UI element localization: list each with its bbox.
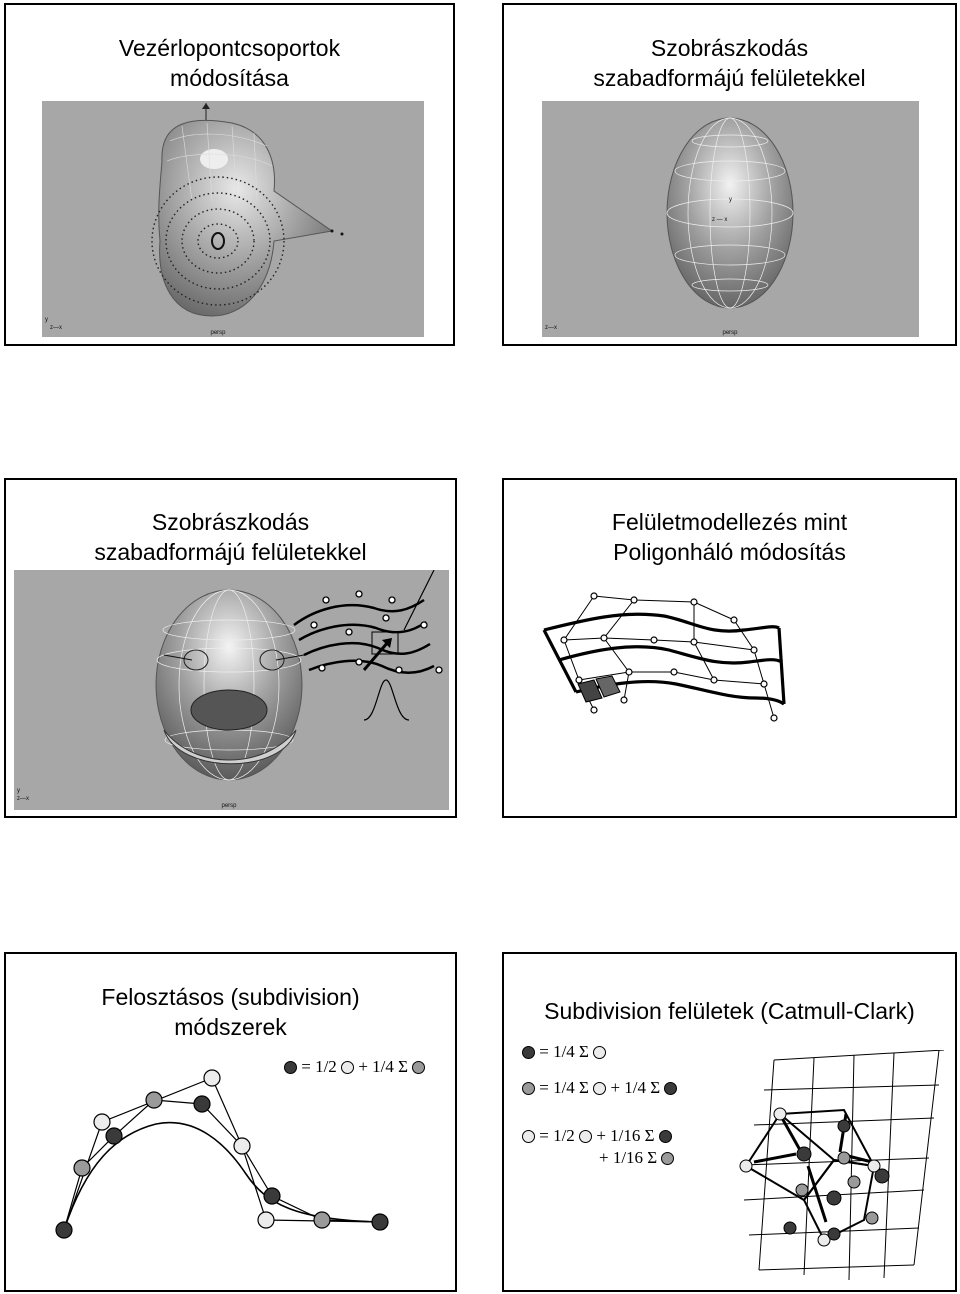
slide-sculpting-2 <box>4 478 457 818</box>
vertex-point-rule-line2: + 1/16 Σ <box>599 1148 674 1168</box>
svg-text:y: y <box>17 788 20 794</box>
slide-title: Vezérlopontcsoportok módosítása <box>118 35 341 91</box>
slide-title: Szobrászkodás szabadformájú felületekkel <box>94 509 367 565</box>
svg-text:y: y <box>45 317 48 323</box>
gray-point-icon <box>412 1061 425 1074</box>
dark-point-icon <box>664 1082 677 1095</box>
face-point-rule: = 1/4 Σ <box>522 1042 606 1062</box>
viewport-screenshot <box>14 570 449 810</box>
slide-catmull-clark <box>502 952 957 1292</box>
svg-text:y: y <box>729 197 732 203</box>
svg-text:z—x: z—x <box>545 325 557 331</box>
viewport-screenshot <box>42 101 424 337</box>
slide-title: Subdivision felületek (Catmull-Clark) <box>544 998 915 1024</box>
slide-polygon-mesh <box>502 478 957 818</box>
mesh-diagram <box>534 580 794 730</box>
slide-title: Szobrászkodás szabadformájú felületekkel <box>593 35 866 91</box>
dark-point-icon <box>522 1046 535 1059</box>
subdivision-rule: = 1/2 + 1/4 Σ <box>284 1057 425 1077</box>
gray-point-icon <box>661 1152 674 1165</box>
vertex-point-rule: = 1/2 + 1/16 Σ <box>522 1126 672 1146</box>
svg-text:z — x: z — x <box>712 217 728 223</box>
viewport-label: persp <box>210 330 226 336</box>
viewport-screenshot <box>542 101 919 337</box>
viewport-label: persp <box>221 803 237 809</box>
catmull-clark-mesh <box>734 1050 952 1290</box>
slide-control-point-groups <box>4 3 455 346</box>
light-point-icon <box>579 1130 592 1143</box>
slide-title: Felosztásos (subdivision) módszerek <box>101 984 360 1040</box>
gray-point-icon <box>522 1082 535 1095</box>
subdivision-curve-diagram <box>46 1064 406 1244</box>
slide-title: Felületmodellezés mint Poligonháló módosítás <box>611 509 848 565</box>
slide-subdivision-methods <box>4 952 457 1292</box>
viewport-label: persp <box>722 330 738 336</box>
light-point-icon <box>522 1130 535 1143</box>
dark-point-icon <box>659 1130 672 1143</box>
svg-text:z—x: z—x <box>17 796 29 802</box>
edge-point-rule: = 1/4 Σ + 1/4 Σ <box>522 1078 677 1098</box>
slide-sculpting-1 <box>502 3 957 346</box>
svg-text:z—x: z—x <box>50 325 62 331</box>
light-point-icon <box>593 1082 606 1095</box>
light-point-icon <box>593 1046 606 1059</box>
